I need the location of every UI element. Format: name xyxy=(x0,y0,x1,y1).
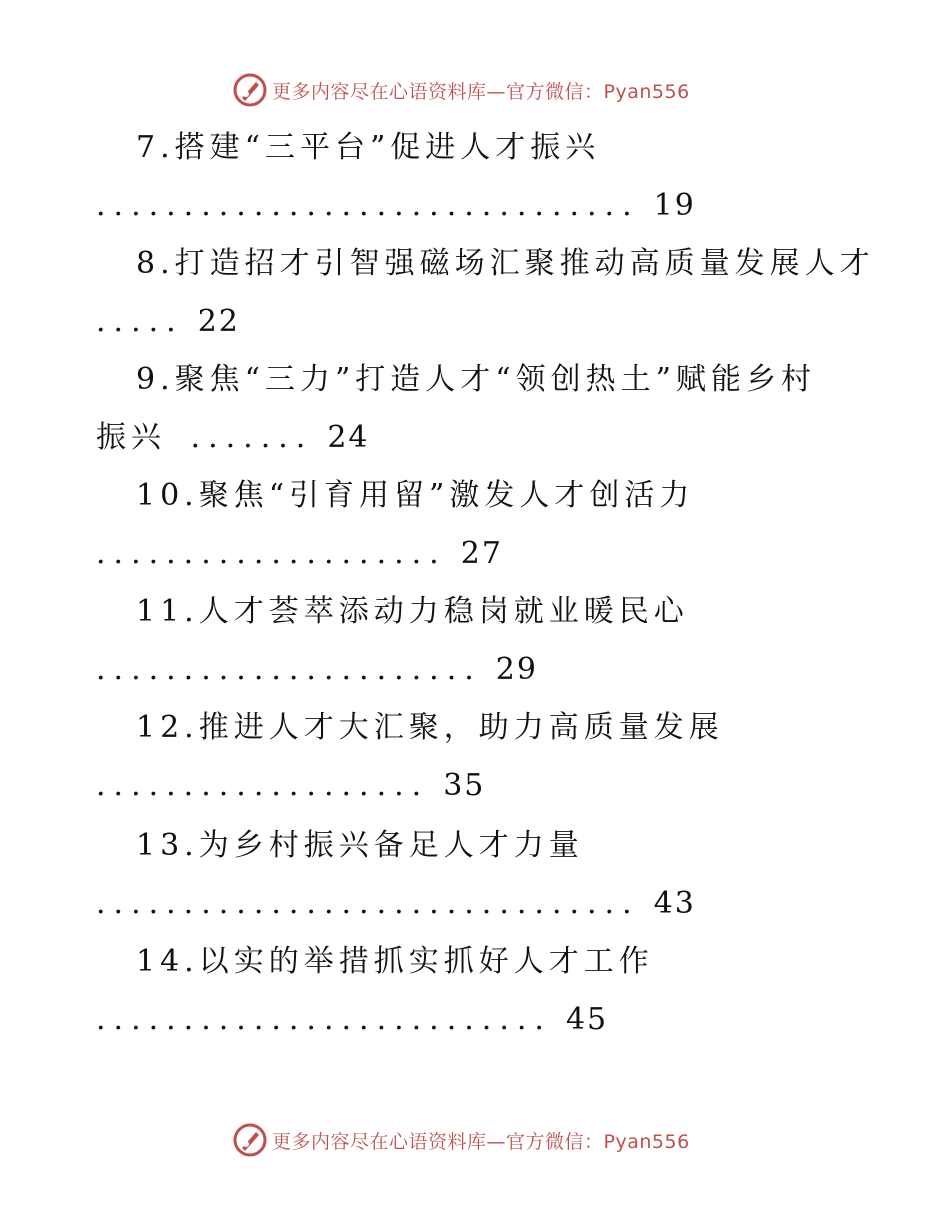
toc-entry-title: 8.打造招才引智强磁场汇聚推动高质量发展人才 xyxy=(136,246,875,281)
toc-entry-title: 12.推进人才大汇聚，助力高质量发展 xyxy=(136,710,724,745)
toc-entry-continuation: 振兴 xyxy=(96,420,166,455)
watermark-text: 更多内容尽在心语资料库—官方微信：Pyan556 xyxy=(272,80,690,103)
toc-entry-title: 10.聚焦“引育用留”激发人才创活力 xyxy=(136,478,695,513)
page-number: 45 xyxy=(565,1002,609,1037)
dot-leader: .......................... xyxy=(96,1002,552,1037)
dot-leader: ............................... xyxy=(96,188,640,223)
toc-entry-title: 13.为乡村振兴备足人才力量 xyxy=(136,828,584,863)
toc-entry-leader-line xyxy=(96,650,538,690)
toc-entry-title: 7.搭建“三平台”促进人才振兴 xyxy=(136,130,601,165)
toc-entry-leader-line xyxy=(96,884,696,924)
pen-logo-icon xyxy=(232,1122,268,1158)
page-number: 24 xyxy=(327,420,370,455)
page-number: 29 xyxy=(495,652,538,687)
page-number: 22 xyxy=(197,304,240,339)
toc-entry-leader-line xyxy=(96,1000,608,1040)
dot-leader: ............................... xyxy=(96,886,640,921)
dot-leader: .................... xyxy=(96,536,447,571)
page-number: 27 xyxy=(460,536,503,571)
toc-entry-title: 11.人才荟萃添动力稳岗就业暖民心 xyxy=(136,594,689,629)
toc-entry-leader-line xyxy=(96,302,240,342)
dot-leader: ..... xyxy=(96,304,184,339)
header-watermark xyxy=(232,72,690,108)
toc-entry-leader-line xyxy=(96,186,696,226)
dot-leader: ...................... xyxy=(96,652,482,687)
footer-watermark xyxy=(232,1122,690,1158)
toc-entry-title: 9.聚焦“三力”打造人才“领创热土”赋能乡村 xyxy=(136,362,816,397)
page-number: 43 xyxy=(653,886,696,921)
toc-entry-leader-line xyxy=(96,534,503,574)
dot-leader: ....... xyxy=(190,420,314,455)
pen-logo-icon xyxy=(232,72,268,108)
toc-entry-leader-line xyxy=(96,766,485,806)
page-number: 35 xyxy=(443,768,486,803)
toc-entry-leader-line xyxy=(96,418,370,458)
dot-leader: ................... xyxy=(96,768,430,803)
toc-entry-title: 14.以实的举措抓实抓好人才工作 xyxy=(136,944,654,979)
page-number: 19 xyxy=(653,188,696,223)
watermark-text: 更多内容尽在心语资料库—官方微信：Pyan556 xyxy=(272,1130,690,1153)
